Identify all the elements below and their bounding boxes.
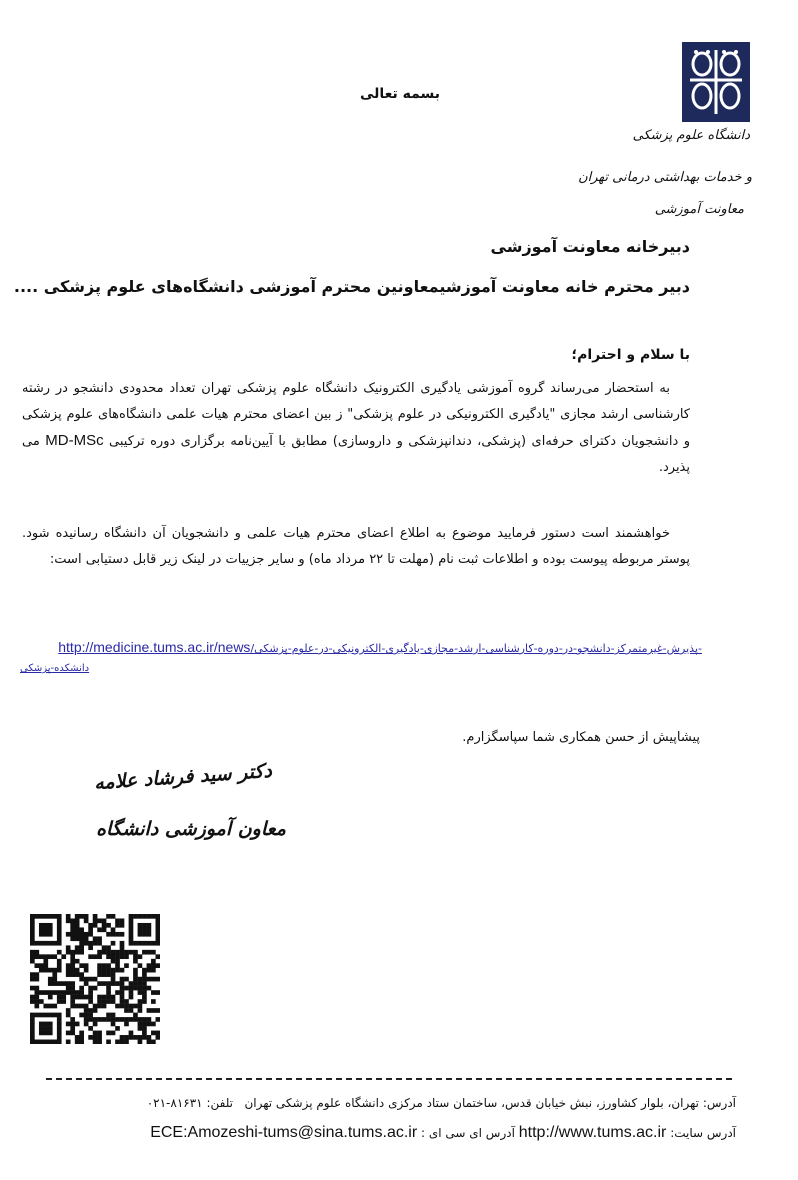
address-text: تهران، بلوار کشاورز، نبش خیابان قدس، ساختمان ستاد مرکزی دانشگاه علوم پزشکی تهران — [244, 1096, 699, 1110]
site-link[interactable]: http://www.tums.ac.ir — [518, 1124, 667, 1141]
news-link[interactable] — [20, 633, 702, 663]
news-link-path[interactable]: -پذیرش-غیرمتمرکز-دانشجو-در-دوره-کارشناسی-ارشد-مجازی-یادگیری-الکترونیکی-در-علوم-پزشکی/ — [250, 642, 702, 655]
basmala: بسمه تعالی — [359, 86, 441, 102]
signature-title: معاون آموزشی دانشگاه — [96, 818, 286, 840]
paragraph-1-end: می پذیرد. — [22, 434, 690, 475]
subject-heading: دبیر محترم خانه معاونت آموزشیمعاونین محترم آموزشی دانشگاه‌های علوم پزشکی .... — [13, 277, 690, 296]
ece-email[interactable]: ECE:Amozeshi-tums@sina.tums.ac.ir — [150, 1124, 418, 1141]
site-label: آدرس سایت: — [670, 1126, 736, 1140]
ece-label: آدرس ای سی ای : — [421, 1126, 515, 1140]
university-emblem-icon — [682, 42, 750, 122]
paragraph-1 — [22, 376, 690, 481]
phone-number: ۸۱۶۳۱-۰۲۱ — [146, 1096, 203, 1110]
recipient-heading: دبیرخانه معاونت آموزشی — [490, 237, 690, 256]
footer-address-line — [147, 1096, 736, 1110]
paragraph-1-text: به استحضار می‌رساند گروه آموزشی یادگیری الکترونیک دانشگاه علوم پزشکی تهران تعداد محدودی دانشجو در رشته کارشناسی ارشد مجازی "یادگیری الکترونیکی در علوم پزشکی" ز بین اعضای محترم هیات علمی دانشگاه‌های علوم پزشکی و دانشجویان دکترای حرفه‌ای (پزشکی، دندانپزشکی و داروسازی) مطابق با آیین‌نامه برگزاری دوره ترکیبی — [22, 381, 691, 449]
paragraph-2: خواهشمند است دستور فرمایید موضوع به اطلاع اعضای محترم هیات علمی و دانشجویان آن دانشگاه رسانیده شود. پوستر مربوطه پیوست بوده و اطلاعات ثبت نام (مهلت تا ۲۲ مرداد ماه) و سایر جزییات در لینک زیر قابل دستیابی است: — [22, 526, 690, 567]
logo-text-services: و خدمات بهداشتی درمانی تهران — [578, 170, 752, 185]
footer-contact-line — [150, 1124, 736, 1142]
signature-name: دکتر سید فرشاد علامه — [93, 759, 273, 795]
logo-text-deputy: معاونت آموزشی — [654, 202, 744, 217]
thanks-line: پیشاپیش از حسن همکاری شما سپاسگزارم. — [462, 730, 700, 745]
address-label: آدرس: — [702, 1096, 736, 1110]
news-link-continuation[interactable]: دانشکده-پزشکی — [20, 663, 90, 674]
program-code: MD-MSc — [45, 432, 104, 449]
phone-label: تلفن: — [206, 1096, 234, 1110]
logo-text-university: دانشگاه علوم پزشکی — [632, 128, 750, 143]
footer-divider — [46, 1078, 732, 1080]
qr-code-icon — [30, 914, 160, 1044]
news-link-url[interactable]: http://medicine.tums.ac.ir/news — [58, 639, 251, 655]
handwritten-signature — [93, 759, 286, 860]
greeting: با سلام و احترام؛ — [571, 347, 690, 363]
